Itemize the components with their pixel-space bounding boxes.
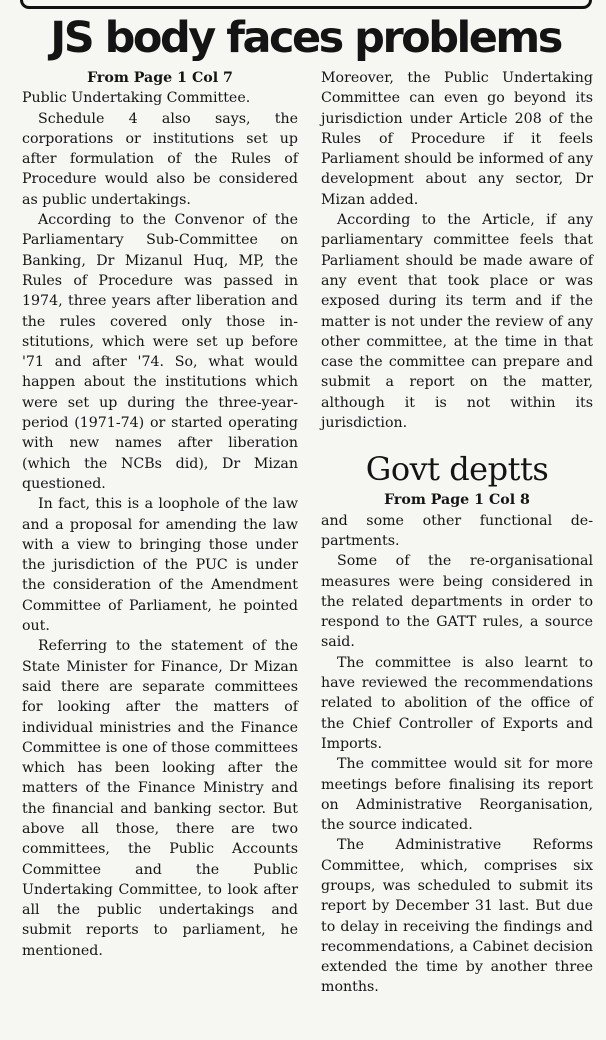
story2-paragraph: The Administrative Reforms Committee, which, comprises six groups, was scheduled to submit its report by December 31 last. But due to delay in receiving the findings and recommendations, a Cabinet decision extended the time by another three months.: [321, 837, 593, 996]
main-headline: JS body faces problems: [50, 13, 561, 63]
story1-paragraph: According to the Convenor of the Parliamentary Sub-Committee on Banking, Dr Mizanul Huq, MP, the Rules of Procedure was passed in 1974, three years after liberation and the rules covered only those institutions, which were set up before '71 and after '74. So, what would happen about the institutions which were set up during the three-year-period (1971-74) or started operating with new names after liberation (which the NCBs did), Dr Mizan questioned.: [22, 212, 298, 492]
left-column: [22, 68, 298, 961]
story2-paragraph: and some other functional departments.: [321, 512, 593, 549]
story2-paragraph: The committee is also learnt to have reviewed the recommendations related to abolition of the office of the Chief Controller of Exports and Imports.: [321, 654, 593, 752]
story2: [321, 449, 593, 997]
story1-paragraph: In fact, this is a loophole of the law and a proposal for amending the law with a view to bringing those under the jurisdiction of the PUC is under the consideration of the Amendment Committee of Parliament, he pointed out.: [22, 496, 298, 635]
story2-continuation-line: From Page 1 Col 8: [384, 492, 530, 509]
story2-paragraph: The committee would sit for more meetings before finalising its report on Administrative Reorganisation, the source indicated.: [321, 756, 593, 834]
story1-paragraph: Referring to the statement of the State Minister for Finance, Dr Mizan said there are separate committees for looking after the matters of individual ministries and the Finance Committee is one of those committees which has been looking after the matters of the Finance Ministry and the financial and banking sector. But above all those, there are two committees, the Public Accounts Committee and the Public Undertaking Committee, to look after all the public undertakings and submit reports to parliament, he mentioned.: [22, 638, 298, 959]
story1-paragraph: Moreover, the Public Undertaking Committee can even go beyond its jurisdiction under Article 208 of the Rules of Procedure if it feels Parliament should be informed of any development about any sector, Dr Mizan added.: [321, 70, 593, 208]
story1-paragraph: Schedule 4 also says, the corporations or institutions set up after formulation of the Rules of Procedure would also be considered as public undertakings.: [22, 110, 298, 208]
right-column: [321, 68, 593, 998]
story1-continuation-line: From Page 1 Col 7: [87, 70, 233, 86]
story2-paragraph: Some of the re-organisational measures were being considered in the related departments in order to respond to the GATT rules, a source said.: [321, 553, 593, 651]
story1-paragraph: According to the Article, if any parliamentary committee feels that Parliament should be made aware of any event that took place or was exposed during its term and if the matter is not under the review of any other committee, at the time in that case the committee can prepare and submit a report on the matter, although it is not within its jurisdiction.: [321, 212, 593, 432]
top-border-rule: [20, 0, 592, 9]
story1-paragraph: Public Undertaking Committee.: [22, 90, 251, 107]
story2-headline: Govt deptts: [365, 450, 549, 489]
